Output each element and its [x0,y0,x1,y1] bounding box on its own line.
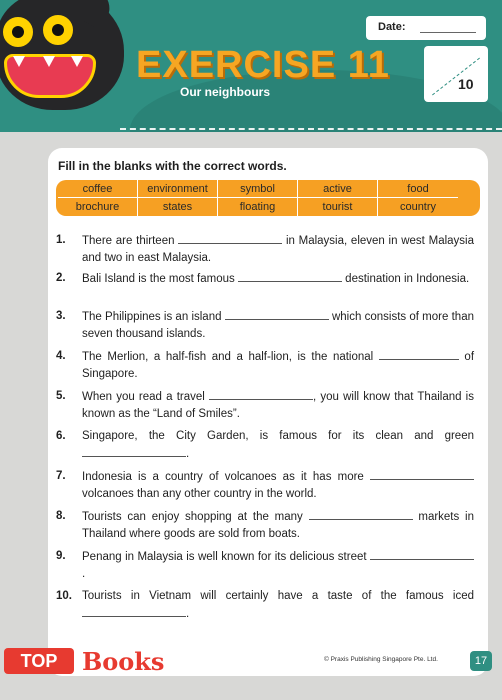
word-bank-item: symbol [218,180,298,198]
answer-blank[interactable] [225,308,329,320]
page-number: 17 [470,651,492,671]
instructions: Fill in the blanks with the correct words. [58,159,287,173]
word-bank [56,180,480,216]
monster-illustration [0,0,124,110]
answer-blank[interactable] [370,548,474,560]
question-text-before: The Philippines is an island [82,311,222,323]
answer-blank[interactable] [209,388,313,400]
question-text-before: There are thirteen [82,235,175,247]
question-number: 5. [56,390,66,402]
topbooks-logo-books: Books [82,647,165,676]
question-text [82,548,474,583]
answer-blank[interactable] [82,445,186,457]
word-bank-item: coffee [58,180,138,198]
question-text [82,588,474,623]
question-number: 9. [56,550,66,562]
question-number: 2. [56,272,66,284]
question-text-after: , you will know that Thailand is known as the “Land of Smiles”. [82,391,474,420]
answer-blank[interactable] [178,232,282,244]
question-text-before: When you read a travel [82,391,205,403]
topbooks-logo-top: TOP [4,648,74,674]
question-text [82,232,474,267]
question-text-after: in Malaysia, eleven in west Malaysia and two in east Malaysia. [82,235,474,264]
word-bank-item: food [378,180,458,198]
header-dashed-line [120,128,502,130]
answer-blank[interactable] [370,468,474,480]
answer-blank[interactable] [82,605,186,617]
monster-pupil [12,26,24,38]
question-text [82,428,474,463]
exercise-card [48,148,488,676]
question-text-before: Tourists can enjoy shopping at the many [82,511,303,523]
monster-mouth [4,54,96,98]
monster-tooth [13,56,25,67]
question-number: 1. [56,234,66,246]
score-total: 10 [458,76,474,92]
question-text-before: Singapore, the City Garden, is famous for its clean and green [82,430,474,442]
question-text-after: . [82,568,86,580]
question-text-before: Indonesia is a country of volcanoes as it has more [82,471,364,483]
question-text [82,388,474,423]
monster-pupil [52,24,64,36]
monster-horn [78,0,117,30]
question-number: 6. [56,430,66,442]
answer-blank[interactable] [309,508,413,520]
question-text [82,308,474,343]
answer-blank[interactable] [379,348,459,360]
date-label: Date: [378,21,406,33]
word-bank-item: country [399,201,437,213]
monster-tooth [71,56,83,67]
question-text-after: which consists of more than seven thousand islands. [82,311,474,340]
question-text-before: Tourists in Vietnam will certainly have a taste of the famous iced [82,590,474,602]
copyright-notice: © Praxis Publishing Singapore Pte. Ltd. [324,656,438,663]
question-text-before: Bali Island is the most famous [82,273,235,285]
answer-blank[interactable] [238,270,342,282]
question-text [82,270,474,288]
question-text-after: volcanoes than any other country in the world. [82,488,317,500]
question-text-after: destination in Indonesia. [345,273,470,285]
monster-left-eye [0,14,36,50]
word-bank-item: tourist [298,198,378,216]
monster-right-eye [40,12,76,48]
question-text-after: of Singapore. [82,351,475,380]
exercise-title: EXERCISE 11 [136,44,390,86]
exercise-header [0,0,502,132]
question-text-after: markets in Thailand where goods are sold from boats. [82,511,474,540]
date-box [366,16,486,40]
word-bank-item: active [298,180,378,198]
question-number: 8. [56,510,66,522]
word-bank-item: states [138,198,218,216]
question-number: 3. [56,310,66,322]
question-text [82,508,474,543]
question-text-after: . [186,448,190,460]
question-number: 10. [56,590,72,602]
score-box [424,46,488,102]
question-text [82,468,474,503]
word-bank-item: brochure [58,198,138,216]
question-text [82,348,474,383]
question-number: 4. [56,350,66,362]
question-number: 7. [56,470,66,482]
monster-tooth [43,56,55,67]
exercise-subtitle: Our neighbours [180,85,270,99]
word-bank-item: floating [218,198,298,216]
date-field[interactable] [420,32,476,33]
question-text-after: . [186,608,190,620]
word-bank-item: environment [138,180,218,198]
question-text-before: Penang in Malaysia is well known for its delicious street [82,551,367,563]
question-text-before: The Merlion, a half-fish and a half-lion, is the national [82,351,374,363]
